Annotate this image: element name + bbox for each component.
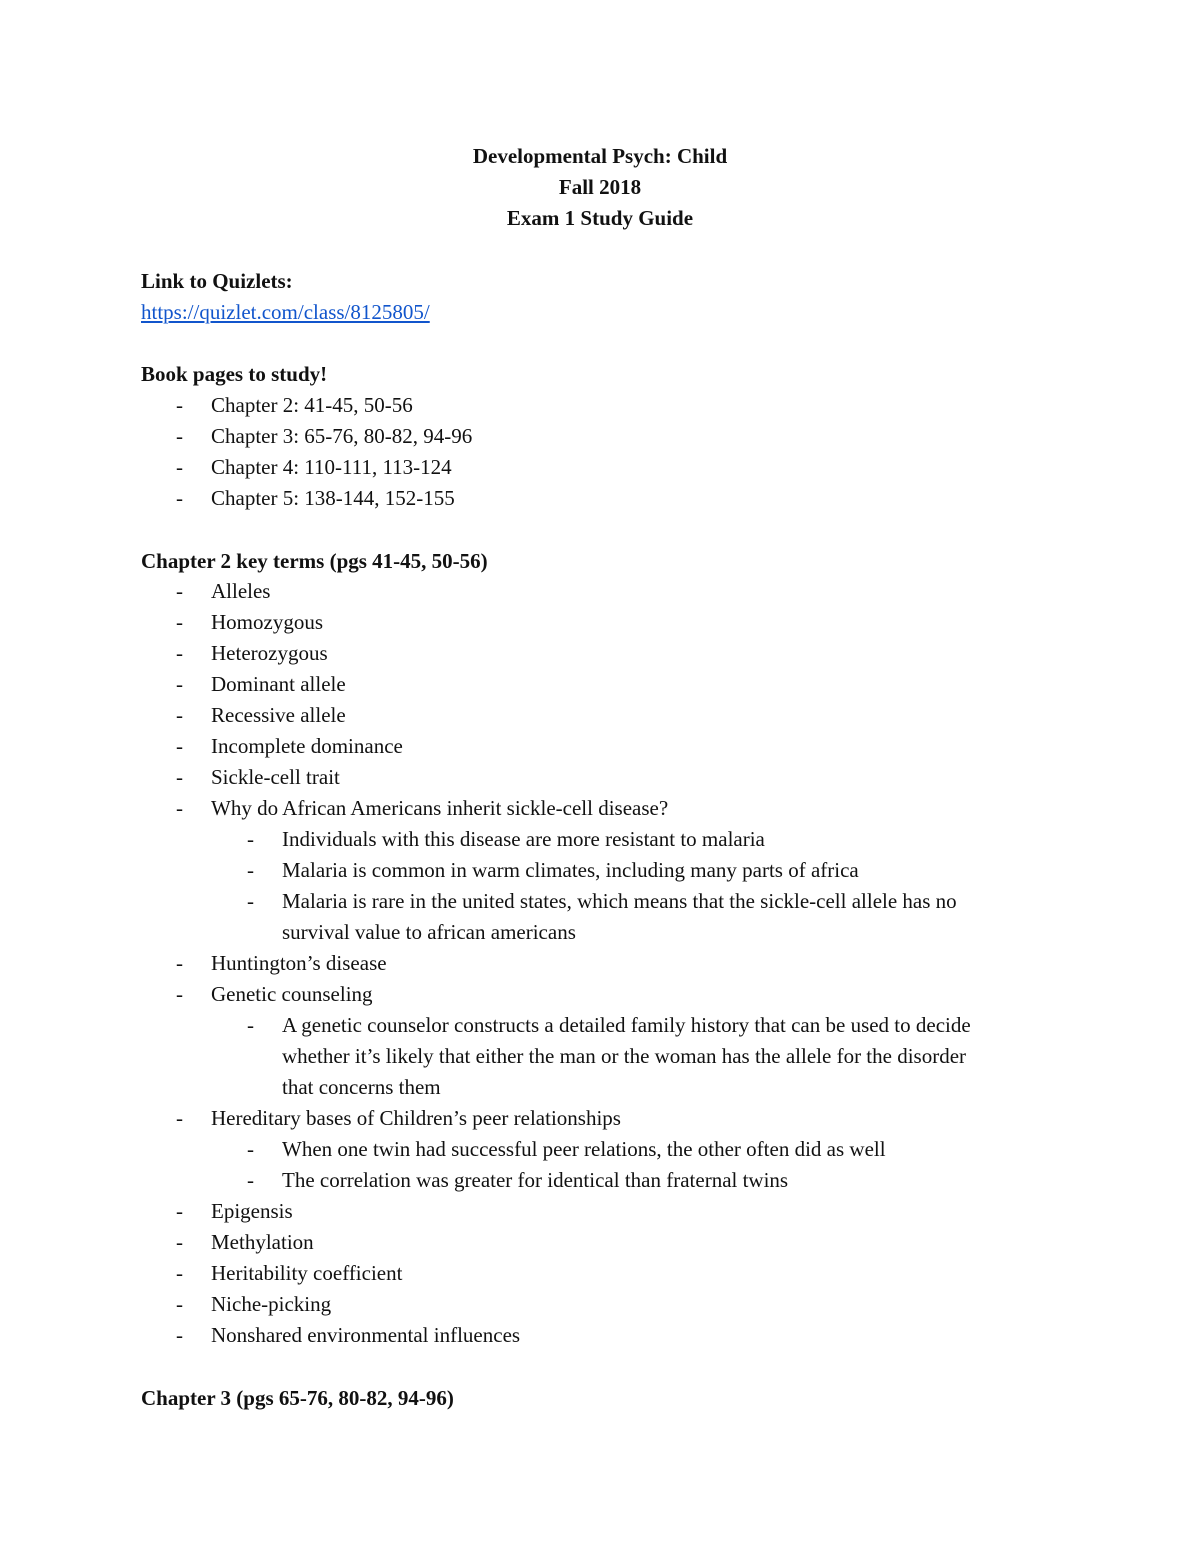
list-item: - Sickle-cell trait [176, 765, 340, 789]
list-item: - Genetic counseling [176, 982, 373, 1006]
chapter2-heading: Chapter 2 key terms (pgs 41-45, 50-56) [141, 549, 488, 573]
list-item: - Nonshared environmental influences [176, 1323, 521, 1347]
sub-list-item: - Malaria is common in warm climates, including many parts of africa [247, 858, 859, 882]
list-item: - Heritability coefficient [176, 1261, 403, 1285]
list-item: - Epigensis [176, 1199, 293, 1223]
quizlet-heading: Link to Quizlets: [141, 269, 293, 293]
sub-list-item: - Individuals with this disease are more resistant to malaria [247, 827, 765, 851]
list-item: - Chapter 3: 65-76, 80-82, 94-96 [176, 424, 473, 448]
list-item: - Hereditary bases of Children’s peer relationships [176, 1106, 621, 1130]
list-item: - Recessive allele [176, 703, 346, 727]
term-title: Fall 2018 [558, 175, 642, 199]
list-item: - Alleles [176, 579, 271, 603]
sub-list-item: - When one twin had successful peer relations, the other often did as well [247, 1137, 886, 1161]
quizlet-link[interactable]: https://quizlet.com/class/8125805/ [141, 300, 430, 324]
list-item: - Why do African Americans inherit sickle-cell disease? [176, 796, 669, 820]
course-title: Developmental Psych: Child [472, 144, 728, 168]
list-item: - Methylation [176, 1230, 314, 1254]
chapter3-heading: Chapter 3 (pgs 65-76, 80-82, 94-96) [141, 1386, 454, 1410]
sub-list-item: - A genetic counselor constructs a detailed family history that can be used to decide [247, 1013, 971, 1037]
list-item: - Huntington’s disease [176, 951, 387, 975]
list-item: - Niche-picking [176, 1292, 332, 1316]
list-item: - Incomplete dominance [176, 734, 403, 758]
sub-list-item: - The correlation was greater for identical than fraternal twins [247, 1168, 789, 1192]
sub-list-item: - Malaria is rare in the united states, which means that the sickle-cell allele has no [247, 889, 957, 913]
sub-list-item-continued: whether it’s likely that either the man or the woman has the allele for the disorder [282, 1044, 967, 1068]
list-item: - Homozygous [176, 610, 323, 634]
list-item: - Chapter 2: 41-45, 50-56 [176, 393, 413, 417]
list-item: - Chapter 4: 110-111, 113-124 [176, 455, 452, 479]
list-item: - Dominant allele [176, 672, 346, 696]
sub-list-item-continued: that concerns them [282, 1075, 441, 1099]
list-item: - Heterozygous [176, 641, 328, 665]
book-pages-heading: Book pages to study! [141, 362, 328, 386]
list-item: - Chapter 5: 138-144, 152-155 [176, 486, 455, 510]
sub-list-item-continued: survival value to african americans [282, 920, 576, 944]
guide-title: Exam 1 Study Guide [506, 206, 694, 230]
